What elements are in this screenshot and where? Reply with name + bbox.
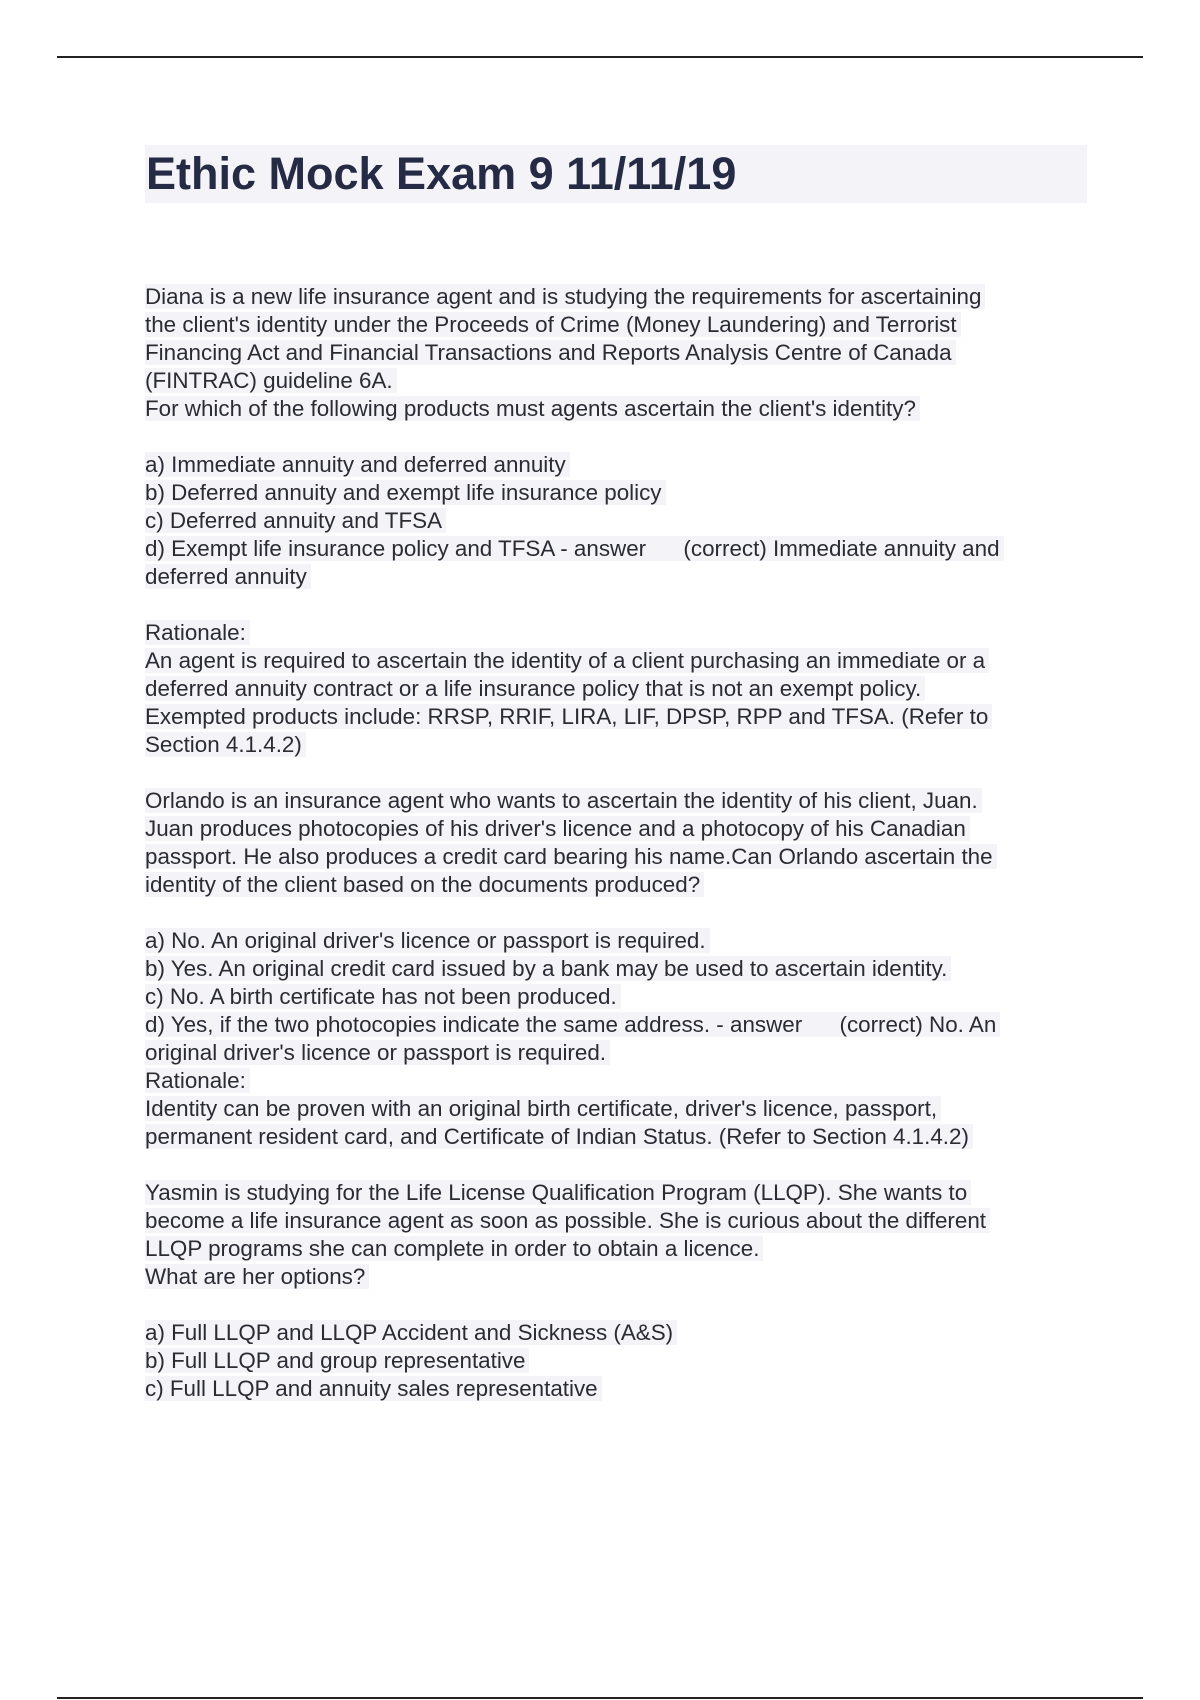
answer-option: c) No. A birth certificate has not been produced. bbox=[145, 983, 1085, 1011]
question-1-options bbox=[145, 451, 1085, 591]
question-2-stem bbox=[145, 787, 1085, 899]
question-text-line: LLQP programs she can complete in order to obtain a licence. bbox=[145, 1235, 1085, 1263]
question-text-line: Juan produces photocopies of his driver's licence and a photocopy of his Canadian bbox=[145, 815, 1085, 843]
page-title: Ethic Mock Exam 9 11/11/19 bbox=[146, 148, 737, 199]
answer-option: b) Yes. An original credit card issued by a bank may be used to ascertain identity. bbox=[145, 955, 1085, 983]
question-text-line: For which of the following products must agents ascertain the client's identity? bbox=[145, 395, 1085, 423]
question-1-rationale bbox=[145, 619, 1085, 759]
answer-option: d) Yes, if the two photocopies indicate the same address. - answer (correct) No. An bbox=[145, 1011, 1085, 1039]
header-rule bbox=[57, 56, 1143, 58]
rationale-line: Section 4.1.4.2) bbox=[145, 731, 1085, 759]
question-2-rationale bbox=[145, 1067, 1085, 1151]
rationale-label: Rationale: bbox=[145, 1067, 1085, 1095]
question-1-stem bbox=[145, 283, 1085, 423]
question-3-stem bbox=[145, 1179, 1085, 1291]
question-2 bbox=[145, 787, 1085, 1151]
answer-option: b) Deferred annuity and exempt life insurance policy bbox=[145, 479, 1085, 507]
answer-option: d) Exempt life insurance policy and TFSA - answer (correct) Immediate annuity and bbox=[145, 535, 1085, 563]
document-body bbox=[145, 283, 1085, 1403]
rationale-line: An agent is required to ascertain the identity of a client purchasing an immediate or a bbox=[145, 647, 1085, 675]
rationale-line: deferred annuity contract or a life insurance policy that is not an exempt policy. bbox=[145, 675, 1085, 703]
answer-option: deferred annuity bbox=[145, 563, 1085, 591]
question-text-line: What are her options? bbox=[145, 1263, 1085, 1291]
answer-option: original driver's licence or passport is required. bbox=[145, 1039, 1085, 1067]
footer-rule bbox=[57, 1697, 1143, 1699]
answer-option: a) Immediate annuity and deferred annuity bbox=[145, 451, 1085, 479]
answer-option: c) Full LLQP and annuity sales representative bbox=[145, 1375, 1085, 1403]
answer-option: a) Full LLQP and LLQP Accident and Sickness (A&S) bbox=[145, 1319, 1085, 1347]
question-text-line: Yasmin is studying for the Life License Qualification Program (LLQP). She wants to bbox=[145, 1179, 1085, 1207]
rationale-label: Rationale: bbox=[145, 619, 1085, 647]
question-text-line: Orlando is an insurance agent who wants to ascertain the identity of his client, Juan. bbox=[145, 787, 1085, 815]
rationale-line: Identity can be proven with an original birth certificate, driver's licence, passport, bbox=[145, 1095, 1085, 1123]
question-2-options bbox=[145, 927, 1085, 1067]
question-3 bbox=[145, 1179, 1085, 1403]
question-text-line: Financing Act and Financial Transactions and Reports Analysis Centre of Canada bbox=[145, 339, 1085, 367]
question-text-line: identity of the client based on the documents produced? bbox=[145, 871, 1085, 899]
answer-option: a) No. An original driver's licence or passport is required. bbox=[145, 927, 1085, 955]
question-1 bbox=[145, 283, 1085, 759]
question-text-line: become a life insurance agent as soon as possible. She is curious about the different bbox=[145, 1207, 1085, 1235]
answer-option: b) Full LLQP and group representative bbox=[145, 1347, 1085, 1375]
question-text-line: passport. He also produces a credit card bearing his name.Can Orlando ascertain the bbox=[145, 843, 1085, 871]
question-text-line: the client's identity under the Proceeds of Crime (Money Laundering) and Terrorist bbox=[145, 311, 1085, 339]
rationale-line: Exempted products include: RRSP, RRIF, LIRA, LIF, DPSP, RPP and TFSA. (Refer to bbox=[145, 703, 1085, 731]
question-text-line: (FINTRAC) guideline 6A. bbox=[145, 367, 1085, 395]
question-text-line: Diana is a new life insurance agent and is studying the requirements for ascertaining bbox=[145, 283, 1085, 311]
answer-option: c) Deferred annuity and TFSA bbox=[145, 507, 1085, 535]
question-3-options bbox=[145, 1319, 1085, 1403]
rationale-line: permanent resident card, and Certificate of Indian Status. (Refer to Section 4.1.4.2) bbox=[145, 1123, 1085, 1151]
